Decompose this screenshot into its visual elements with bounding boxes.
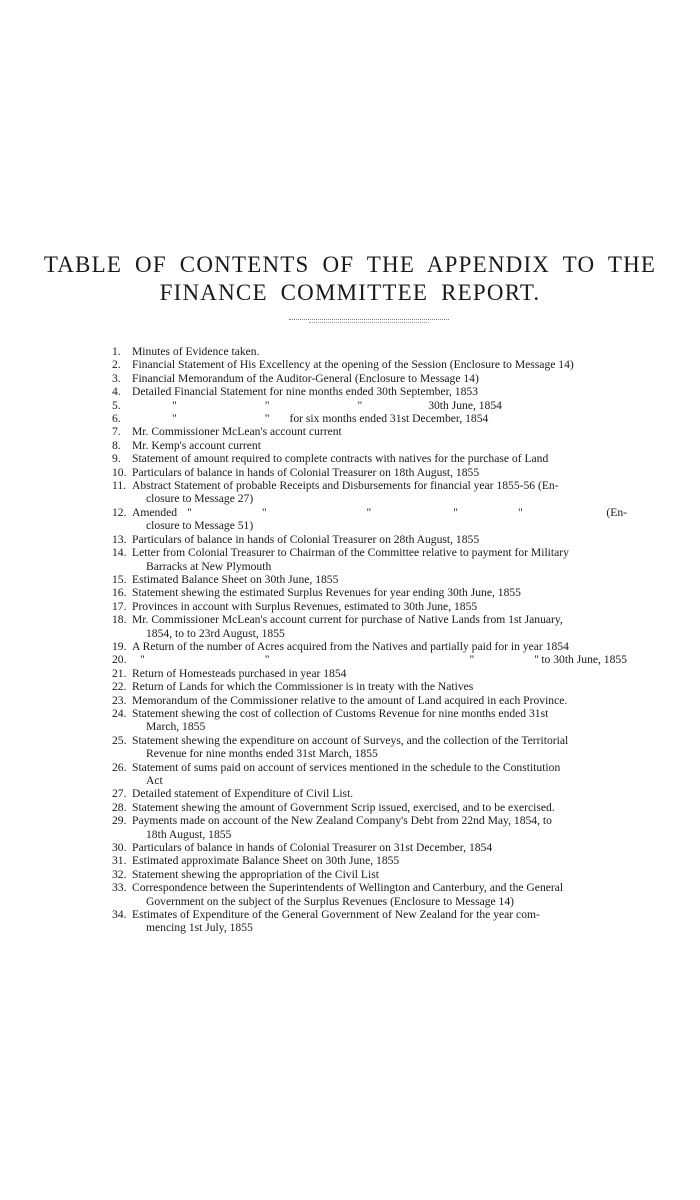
entry-text: Detailed Financial Statement for nine months ended 30th September, 1853: [132, 385, 478, 399]
entry-number: 28.: [112, 800, 127, 814]
toc-entry-19: [112, 640, 627, 653]
entry-number: 12.: [112, 505, 127, 519]
entry-continuation: Government on the subject of the Surplus Revenues (Enclosure to Message 14): [146, 894, 515, 908]
entry-text: Financial Statement of His Excellency at the opening of the Session (Enclosure to Message 14): [132, 358, 574, 372]
toc-entry-1: [112, 345, 627, 358]
table-of-contents: [112, 345, 627, 935]
entry-continuation: 1854, to to 23rd August, 1855: [146, 626, 285, 640]
entry-number: 6.: [112, 412, 121, 426]
entry-number: 4.: [112, 385, 121, 399]
ditto-mark: ": [366, 505, 372, 519]
toc-entry-3: [112, 372, 627, 385]
entry-number: 32.: [112, 867, 127, 881]
entry-continuation: March, 1855: [146, 720, 206, 734]
ditto-mark: ": [187, 505, 192, 519]
toc-entry-12: [112, 506, 627, 519]
ditto-mark: ": [357, 398, 363, 412]
entry-text: Statement shewing the cost of collection of Customs Revenue for nine months ended 31st: [132, 706, 549, 720]
toc-entry-28: [112, 801, 627, 814]
entry-continuation: 18th August, 1855: [146, 827, 232, 841]
entry-number: 25.: [112, 733, 127, 747]
toc-entry-30: [112, 841, 627, 854]
entry-text: Minutes of Evidence taken.: [132, 345, 260, 358]
ditto-mark: ": [172, 398, 177, 412]
toc-entry-22: [112, 680, 627, 693]
entry-text: Particulars of balance in hands of Colonial Treasurer on 31st December, 1854: [132, 841, 493, 855]
entry-text: Statement shewing the estimated Surplus Revenues for year ending 30th June, 1855: [132, 586, 521, 600]
entry-number: 8.: [112, 438, 121, 452]
entry-number: 10.: [112, 465, 127, 479]
entry-text: Statement shewing the expenditure on account of Surveys, and the collection of the Territorial: [132, 733, 569, 747]
entry-continuation: Revenue for nine months ended 31st March, 1855: [146, 747, 378, 761]
entry-number: 18.: [112, 613, 127, 627]
ditto-mark: ": [140, 653, 145, 667]
entry-text: Amended: [132, 505, 178, 519]
toc-entry-24: [112, 707, 627, 720]
entry-number: 16.: [112, 586, 127, 600]
ditto-mark: ": [264, 653, 270, 667]
entry-number: 22.: [112, 680, 127, 694]
toc-entry-7: [112, 425, 627, 438]
entry-text: 30th June, 1854: [428, 398, 502, 412]
toc-entry-32: [112, 868, 627, 881]
entry-continuation: Barracks at New Plymouth: [146, 559, 272, 573]
toc-entry-13: [112, 533, 627, 546]
ornamental-divider: [289, 319, 449, 320]
entry-text: Abstract Statement of probable Receipts and Disbursements for financial year 1855-56 (En-: [132, 479, 559, 493]
ditto-mark: ": [469, 653, 475, 667]
entry-text: Mr. Commissioner McLean's account current: [132, 425, 342, 439]
document-title-line-2: FINANCE COMMITTEE REPORT.: [159, 280, 541, 305]
entry-number: 9.: [112, 452, 121, 466]
entry-text: Financial Memorandum of the Auditor-General (Enclosure to Message 14): [132, 371, 479, 385]
toc-entry-31: [112, 854, 627, 867]
toc-entry-6: [112, 412, 627, 425]
toc-entry-27: [112, 787, 627, 800]
entry-number: 11.: [112, 479, 127, 493]
toc-entry-11: [112, 479, 627, 492]
toc-entry-34: [112, 908, 627, 921]
toc-entry-33: [112, 881, 627, 894]
entry-text: Particulars of balance in hands of Colonial Treasurer on 28th August, 1855: [132, 532, 480, 546]
entry-continuation: mencing 1st July, 1855: [146, 921, 253, 935]
entry-text: Estimates of Expenditure of the General Government of New Zealand for the year com-: [132, 908, 540, 922]
entry-number: 23.: [112, 693, 127, 707]
entry-text: Statement shewing the amount of Government Scrip issued, exercised, and to be exercised.: [132, 800, 555, 814]
entry-continuation: closure to Message 27): [146, 492, 254, 506]
entry-number: 29.: [112, 814, 127, 828]
entry-text: Mr. Commissioner McLean's account current for purchase of Native Lands from 1st January,: [132, 613, 563, 627]
ditto-mark: ": [264, 398, 270, 412]
toc-entry-16: [112, 586, 627, 599]
ditto-mark: ": [534, 653, 539, 667]
entry-continuation: Act: [146, 774, 163, 787]
toc-entry-23: [112, 694, 627, 707]
entry-text: Return of Homesteads purchased in year 1854: [132, 666, 347, 680]
document-title-line-1: TABLE OF CONTENTS OF THE APPENDIX TO THE: [43, 252, 657, 277]
entry-number: 7.: [112, 425, 121, 439]
entry-number: 17.: [112, 599, 127, 613]
entry-text: Estimated Balance Sheet on 30th June, 1855: [132, 572, 339, 586]
entry-number: 13.: [112, 532, 127, 546]
entry-tail: (En-: [606, 505, 627, 519]
entry-text: Particulars of balance in hands of Colonial Treasurer on 18th August, 1855: [132, 465, 480, 479]
toc-entry-4: [112, 385, 627, 398]
entry-number: 27.: [112, 787, 127, 801]
toc-entry-8: [112, 439, 627, 452]
toc-entry-14: [112, 546, 627, 559]
toc-entry-2: [112, 358, 627, 371]
toc-entry-29: [112, 814, 627, 827]
entry-number: 2.: [112, 358, 121, 372]
entry-text: Letter from Colonial Treasurer to Chairman of the Committee relative to payment for Military: [132, 546, 569, 560]
ditto-mark: ": [518, 505, 523, 519]
toc-entry-5: [112, 399, 627, 412]
entry-text: Payments made on account of the New Zealand Company's Debt from 22nd May, 1854, to: [132, 814, 552, 828]
entry-number: 3.: [112, 371, 121, 385]
toc-entry-26: [112, 761, 627, 774]
toc-entry-21: [112, 667, 627, 680]
entry-text: Estimated approximate Balance Sheet on 30th June, 1855: [132, 854, 400, 868]
entry-number: 33.: [112, 881, 127, 895]
toc-entry-15: [112, 573, 627, 586]
toc-entry-25: [112, 734, 627, 747]
toc-entry-18: [112, 613, 627, 626]
toc-entry-17: [112, 600, 627, 613]
entry-number: 34.: [112, 908, 127, 922]
entry-text: Statement shewing the appropriation of the Civil List: [132, 867, 379, 881]
entry-number: 24.: [112, 706, 127, 720]
entry-text: Detailed statement of Expenditure of Civil List.: [132, 787, 354, 801]
entry-number: 21.: [112, 666, 127, 680]
toc-entry-10: [112, 466, 627, 479]
entry-text: Return of Lands for which the Commissioner is in treaty with the Natives: [132, 680, 474, 694]
entry-text: Memorandum of the Commissioner relative to the amount of Land acquired in each Province.: [132, 693, 568, 707]
entry-number: 30.: [112, 841, 127, 855]
entry-number: 19.: [112, 639, 127, 653]
entry-number: 31.: [112, 854, 127, 868]
entry-text: Statement of sums paid on account of services mentioned in the schedule to the Constitution: [132, 760, 561, 774]
entry-text: Statement of amount required to complete contracts with natives for the purchase of Land: [132, 452, 549, 466]
ditto-mark: ": [453, 505, 459, 519]
entry-number: 1.: [112, 345, 121, 358]
entry-text: Mr. Kemp's account current: [132, 438, 261, 452]
ditto-mark: ": [264, 412, 270, 426]
entry-text: Correspondence between the Superintendents of Wellington and Canterbury, and the General: [132, 881, 564, 895]
entry-text: Provinces in account with Surplus Revenues, estimated to 30th June, 1855: [132, 599, 478, 613]
ditto-mark: ": [261, 505, 267, 519]
toc-entry-20: [112, 653, 627, 666]
entry-number: 26.: [112, 760, 127, 774]
entry-number: 14.: [112, 546, 127, 560]
entry-text: A Return of the number of Acres acquired from the Natives and partially paid for in year 1854: [132, 639, 569, 653]
ornamental-divider-inner: [309, 322, 429, 323]
entry-number: 20.: [112, 653, 127, 667]
entry-text: to 30th June, 1855: [541, 653, 627, 667]
entry-continuation: closure to Message 51): [146, 519, 254, 533]
toc-entry-9: [112, 452, 627, 465]
ditto-mark: ": [172, 412, 177, 426]
entry-number: 15.: [112, 572, 127, 586]
entry-number: 5.: [112, 398, 121, 412]
entry-text: for six months ended 31st December, 1854: [289, 412, 489, 426]
